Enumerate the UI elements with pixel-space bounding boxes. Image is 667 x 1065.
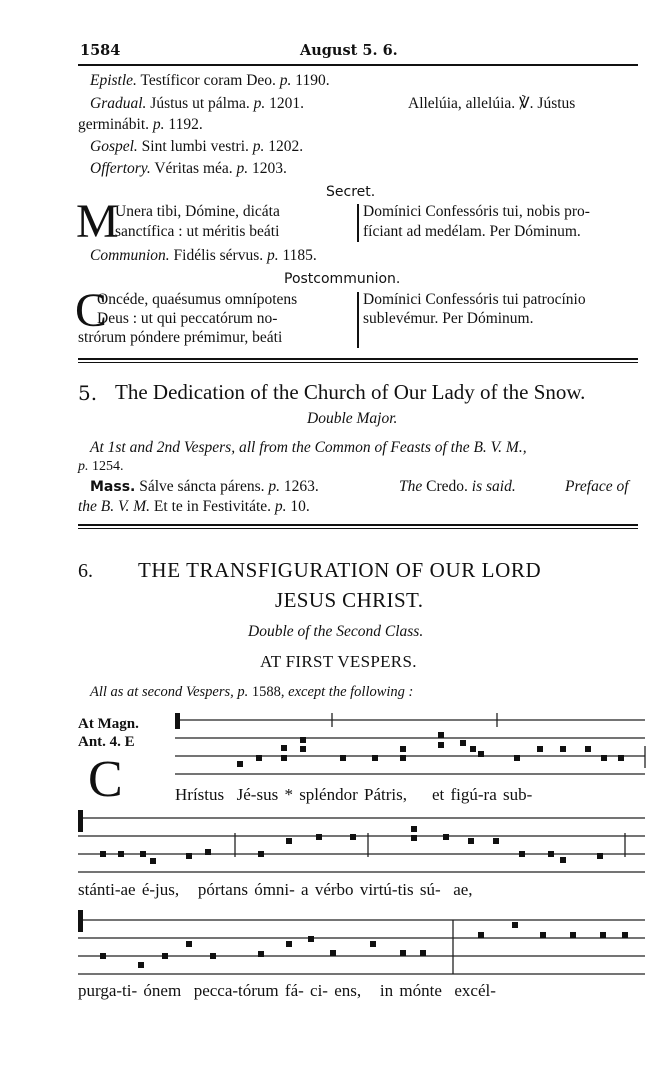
feast5-note: At 1st and 2nd Vespers, all from the Common of Feasts of the B. V. M., — [90, 439, 527, 456]
offertory-line: Offertory. Véritas méa. p. 1203. — [90, 160, 287, 177]
antiphon-label-1: At Magn. — [78, 716, 139, 732]
lyrics-line-3: purga-ti- ónem pecca-tórum fá- ci- ens, in mónte excél- — [78, 981, 496, 1000]
feast6-rank: Double of the Second Class. — [248, 623, 424, 640]
postcommunion-heading: Postcommunion. — [284, 271, 401, 287]
feast5-rank: Double Major. — [307, 410, 398, 427]
lyrics-line-2: stánti-ae é-jus, pórtans ómni- a vérbo virtú-tis sú- ae, — [78, 880, 473, 899]
feast5-note-page: p. 1254. — [78, 459, 124, 474]
antiphon-label-2: Ant. 4. E — [78, 734, 135, 750]
feast6-title-1: THE TRANSFIGURATION OF OUR LORD — [138, 558, 542, 582]
epistle-line: Epistle. Testíficor coram Deo. p. 1190. — [90, 72, 330, 89]
feast5-number: 5. — [78, 381, 98, 405]
secret-right-col: Domínici Confessóris tui, nobis pro- fíciant ad medélam. Per Dóminum. — [363, 203, 590, 240]
feast5-title: The Dedication of the Church of Our Lady of the Snow. — [115, 380, 586, 404]
feast6-number: 6. — [78, 560, 93, 582]
feast5-mass-line: Mass. Sálve sáncta párens. p. 1263. — [90, 478, 319, 495]
postcommunion-right-col: Domínici Confessóris tui patrocínio sublevémur. Per Dóminum. — [363, 291, 586, 327]
gradual-cont-line: germinábit. p. 1192. — [78, 116, 203, 133]
page-number: 1584 — [80, 42, 121, 59]
postcommunion-drop-initial: C — [75, 284, 108, 337]
running-title: August 5. 6. — [300, 42, 398, 59]
feast6-vespers: AT FIRST VESPERS. — [260, 652, 417, 671]
communion-line: Communion. Fidélis sérvus. p. 1185. — [90, 247, 317, 264]
gradual-alleluia: Allelúia, allelúia. ℣. Jústus — [408, 95, 576, 112]
lyrics-line-1: Hrístus Jé-sus * spléndor Pátris, et figú-ra sub- — [175, 785, 533, 804]
secret-left-col: Unera tibi, Dómine, dicáta sanctífica : ut méritis beáti — [115, 203, 280, 240]
feast6-instruction: All as at second Vespers, p. 1588, except the following : — [90, 684, 414, 700]
secret-drop-initial: M — [76, 195, 119, 248]
feast6-title-2: JESUS CHRIST. — [275, 588, 424, 612]
feast5-credo: The Credo. is said. — [399, 478, 516, 495]
chant-drop-initial: C — [88, 751, 123, 808]
feast5-preface: Preface of — [565, 478, 629, 495]
feast5-preface-line: the B. V. M. Et te in Festivitáte. p. 10. — [78, 498, 310, 515]
gradual-line: Gradual. Jústus ut pálma. p. 1201. — [90, 95, 305, 112]
secret-heading: Secret. — [326, 184, 376, 200]
postcommunion-left-col: Oncéde, quaésumus omnípotens Deus : ut qui peccatórum no- strórum póndere prémimur, beáti — [78, 291, 298, 346]
gospel-line: Gospel. Sint lumbi vestri. p. 1202. — [90, 138, 304, 155]
